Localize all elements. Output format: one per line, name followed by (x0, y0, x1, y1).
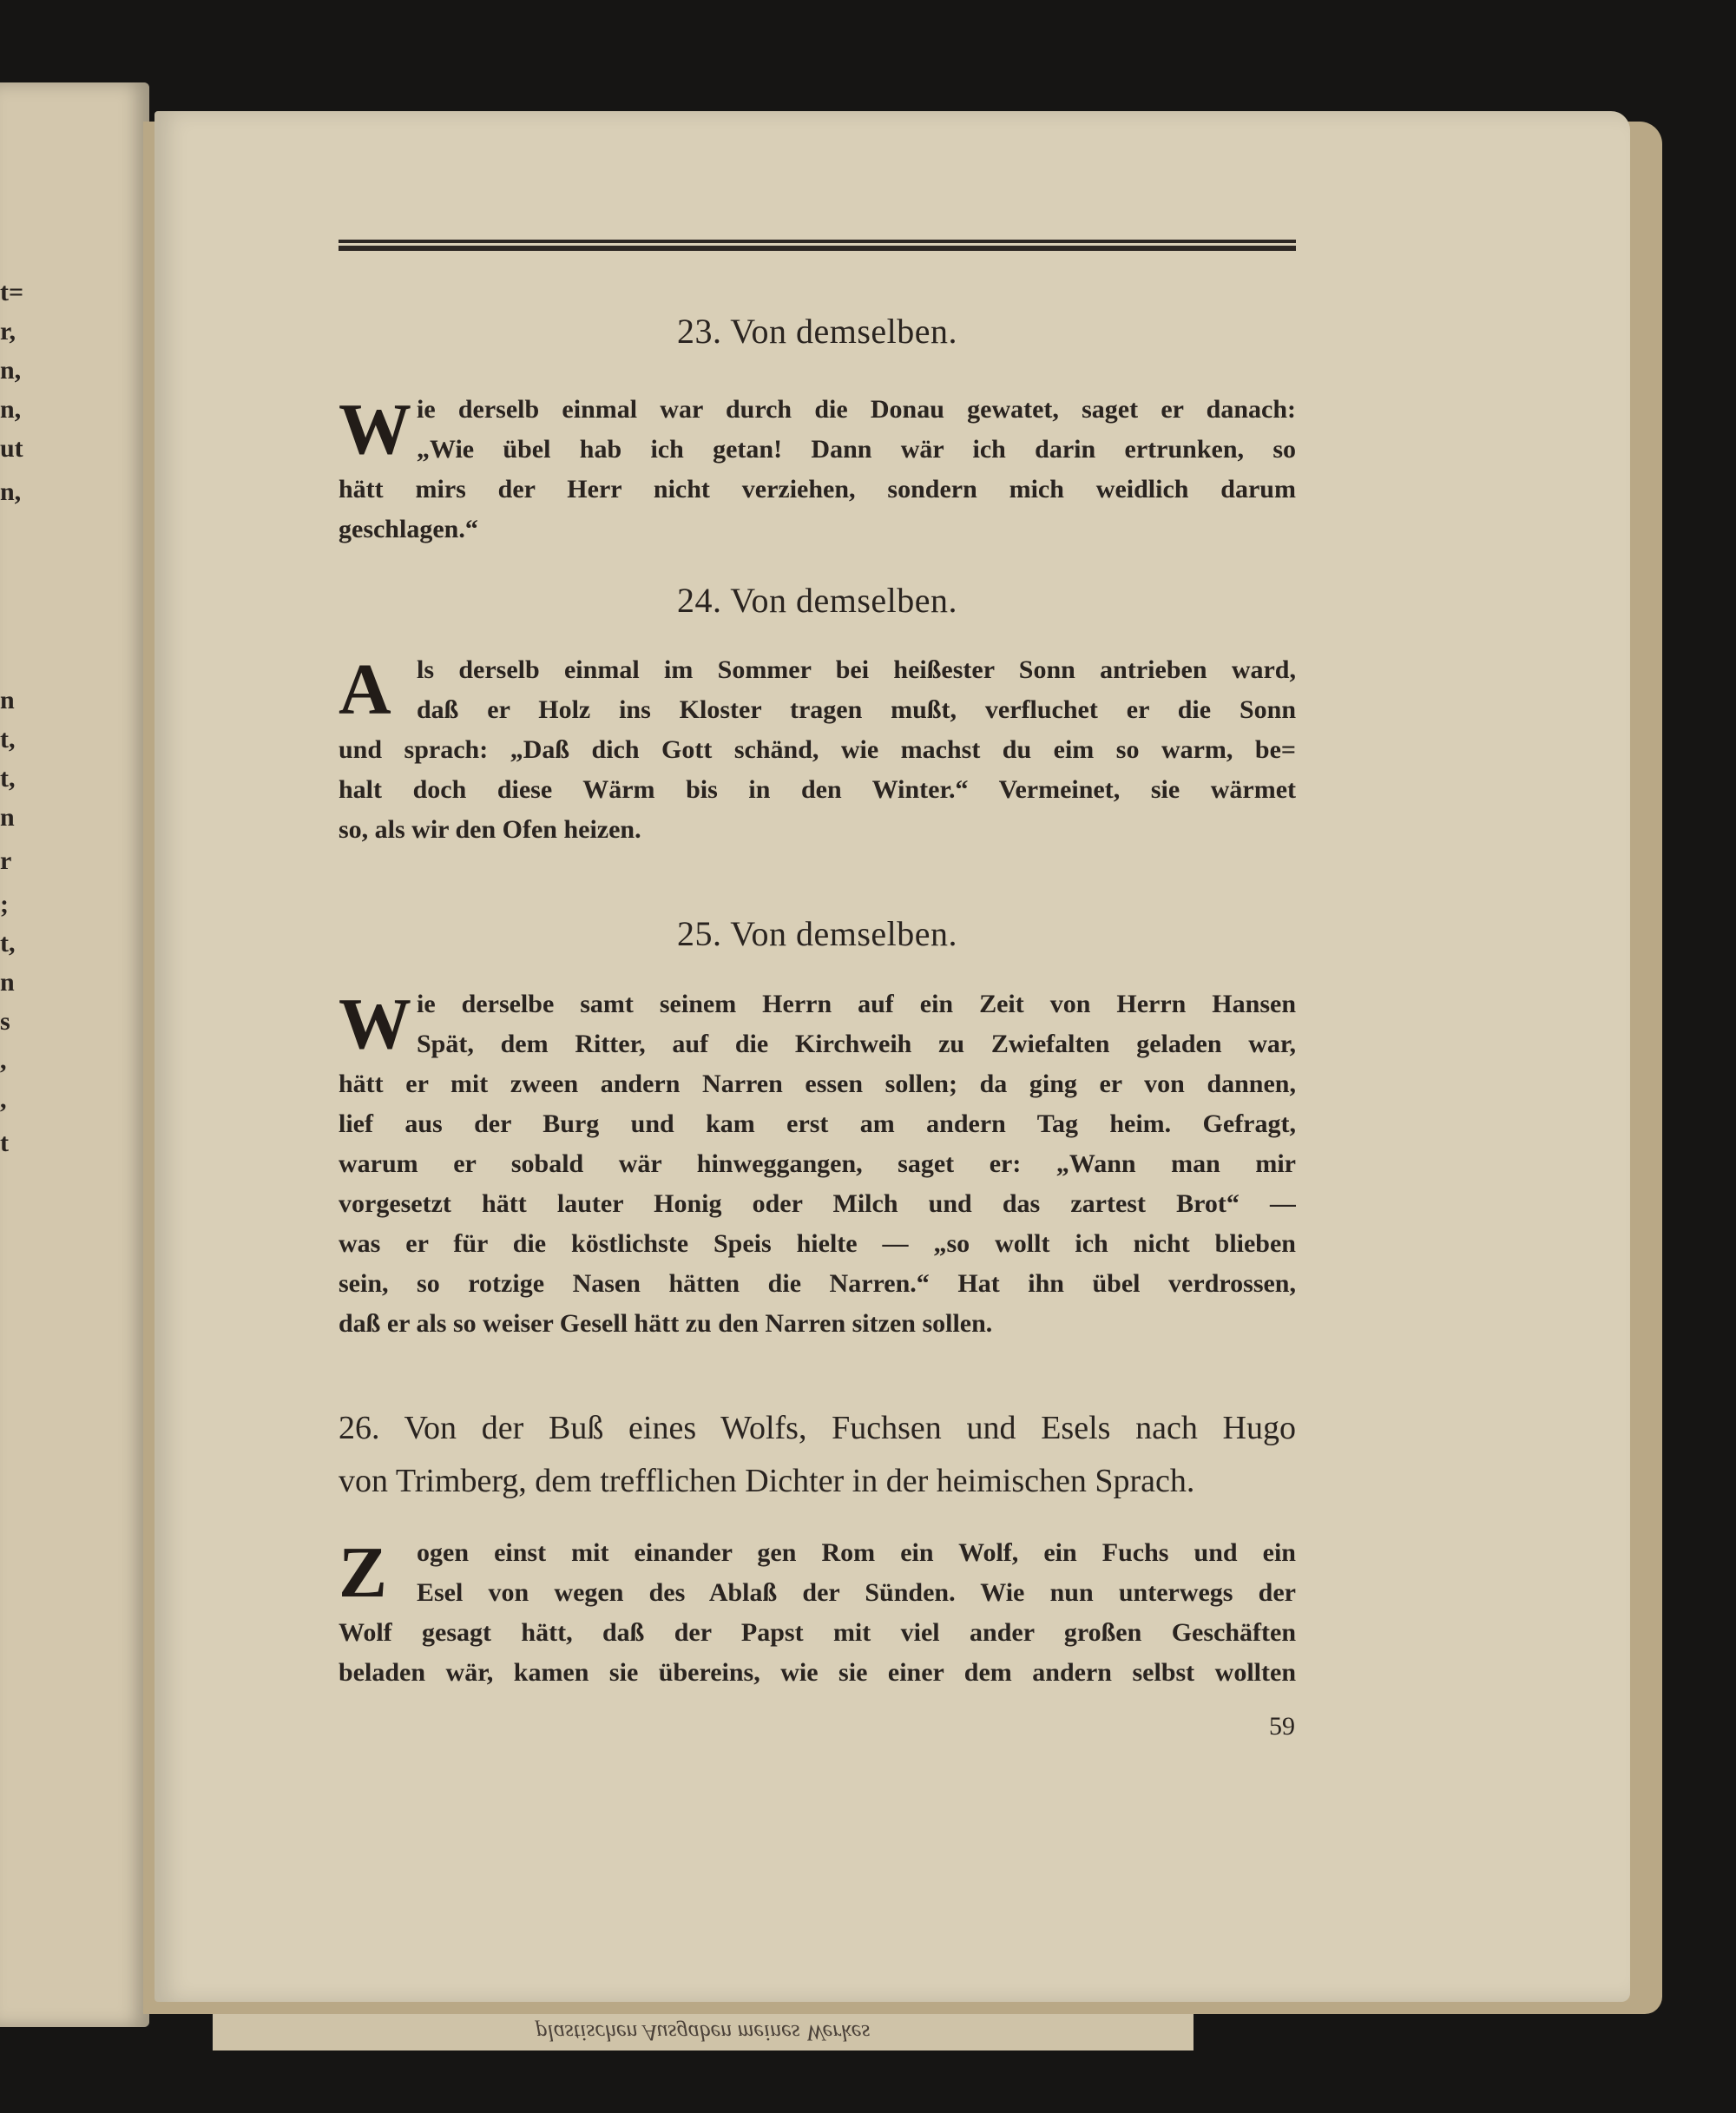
text-line: ie derselbe samt seinem Herrn auf ein Zeit von Herrn Hansen (417, 990, 1296, 1018)
text-line: so, als wir den Ofen heizen. (339, 815, 641, 844)
left-page-text-fragment: t, (0, 929, 16, 958)
text-column (339, 306, 1296, 1693)
section-heading-line: von Trimberg, dem trefflichen Dichter in der heimischen Sprach. (339, 1463, 1195, 1499)
text-line: ogen einst mit einander gen Rom ein Wolf, ein Fuchs und ein (417, 1538, 1296, 1567)
left-page-text-fragment: n, (0, 477, 22, 506)
left-page-text-fragment: , (0, 1085, 7, 1114)
page-number: 59 (1269, 1712, 1295, 1741)
text-line: daß er Holz ins Kloster tragen mußt, verfluchet er die Sonn (417, 695, 1296, 724)
text-line: warum er sobald wär hinweggangen, saget er: „Wann man mir (339, 1149, 1296, 1178)
left-page-text-fragment: r (0, 846, 12, 875)
left-page-text-fragment: t, (0, 764, 16, 793)
text-line: ls derselb einmal im Sommer bei heißester Sonn antrieben ward, (417, 655, 1296, 684)
text-line: sein, so rotzige Nasen hätten die Narren.“ Hat ihn übel verdrossen, (339, 1269, 1296, 1298)
text-line: beladen wär, kamen sie übereins, wie sie einer dem andern selbst wollten (339, 1658, 1296, 1687)
drop-cap: W (339, 390, 411, 470)
text-line: Spät, dem Ritter, auf die Kirchweih zu Zwiefalten geladen war, (417, 1030, 1296, 1058)
text-line: ie derselb einmal war durch die Donau gewatet, saget er danach: (417, 395, 1296, 424)
text-line: vorgesetzt hätt lauter Honig oder Milch und das zartest Brot“ — (339, 1189, 1296, 1218)
left-page-text-fragment: ut (0, 434, 23, 463)
text-line: geschlagen.“ (339, 515, 478, 543)
left-page-text-fragment: , (0, 1046, 7, 1075)
section-heading: 24. Von demselben. (676, 581, 958, 620)
drop-cap: A (339, 650, 391, 730)
left-page-text-fragment: n (0, 686, 15, 714)
left-page-text-fragment: n (0, 968, 15, 997)
text-line: lief aus der Burg und kam erst am andern Tag heim. Gefragt, (339, 1109, 1296, 1138)
text-line: hätt mirs der Herr nicht verziehen, sondern mich weidlich darum (339, 475, 1296, 504)
left-page-text-fragment: s (0, 1007, 10, 1036)
text-line: halt doch diese Wärm bis in den Winter.“ Vermeinet, sie wärmet (339, 775, 1296, 804)
section-heading: 25. Von demselben. (676, 914, 958, 953)
left-page-text-fragment: t= (0, 278, 24, 306)
drop-cap: W (339, 984, 411, 1064)
left-page-text-fragment: n, (0, 356, 22, 385)
text-line: Esel von wegen des Ablaß der Sünden. Wie nun unterwegs der (417, 1578, 1296, 1607)
section-heading: 23. Von demselben. (676, 312, 958, 351)
section-heading-line: 26. Von der Buß eines Wolfs, Fuchsen und Esels nach Hugo (339, 1410, 1296, 1446)
left-page-text-fragment: ; (0, 890, 9, 918)
section-24-paragraph (339, 650, 1296, 850)
header-rule-thick (339, 246, 1296, 251)
left-page-text-fragment: t, (0, 725, 16, 754)
text-line: und sprach: „Daß dich Gott schänd, wie machst du eim so warm, be= (339, 735, 1296, 764)
header-rule (339, 240, 1296, 243)
section-25-paragraph (339, 984, 1296, 1344)
left-page-text-fragment: n, (0, 395, 22, 424)
text-line: hätt er mit zween andern Narren essen sollen; da ging er von dannen, (339, 1070, 1296, 1098)
text-line: „Wie übel hab ich getan! Dann wär ich darin ertrunken, so (417, 435, 1296, 464)
section-23-paragraph (339, 390, 1296, 550)
left-page-edge (0, 82, 149, 2027)
section-26-paragraph (339, 1533, 1296, 1693)
left-page-text-fragment: r, (0, 317, 16, 346)
left-page-text-fragment: t (0, 1129, 9, 1157)
text-line: daß er als so weiser Gesell hätt zu den Narren sitzen sollen. (339, 1309, 993, 1338)
drop-cap: Z (339, 1533, 388, 1613)
section-26-heading (339, 1402, 1296, 1508)
left-page-text-fragment: n (0, 803, 15, 832)
text-line: Wolf gesagt hätt, daß der Papst mit viel ander großen Geschäften (339, 1618, 1296, 1647)
bottom-strip-text: plastischen Ausgaben meines Werkes (213, 2014, 1194, 2050)
text-line: was er für die köstlichste Speis hielte — „so wollt ich nicht blieben (339, 1229, 1296, 1258)
